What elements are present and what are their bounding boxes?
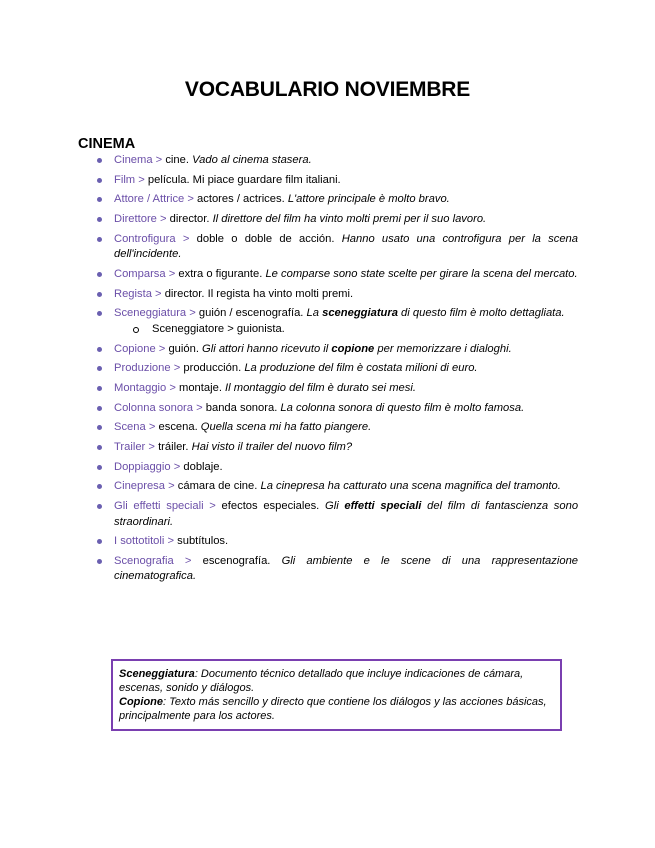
translation: escenografía. [202,554,271,567]
list-item [78,499,578,530]
bullet-icon [97,217,102,222]
bullet-icon [97,425,102,430]
arrow-sign: > [173,362,181,375]
arrow-sign: > [148,440,155,453]
example-sentence: Il direttore del film ha vinto molti premi per il suo lavoro. [212,213,487,226]
note-text-2: : Texto más sencillo y directo que contiene los diálogos y las acciones básicas, principalmente para los actores. [119,696,547,722]
list-item [78,267,578,283]
example-sentence: Hanno usato una controfigura per la scena dell'incidente. [114,232,578,261]
note-line-2 [119,695,554,723]
arrow-sign: > [209,500,216,512]
vocab-term: Cinema [114,154,153,166]
vocab-term: Comparsa [114,267,166,280]
arrow-sign: > [168,267,176,280]
vocab-term: Montaggio [114,381,167,394]
list-item [78,554,578,585]
example-part: del film di fantascienza sono straordinari. [114,500,579,528]
vocab-term: Gli effetti speciali [114,500,204,512]
sub-item-text: Sceneggiatore > guionista. [152,322,285,335]
translation: montaje. [179,381,222,394]
vocabulary-list [78,153,578,589]
list-item [78,361,578,377]
list-item [78,173,578,189]
example-sentence: La cinepresa ha catturato una scena magnifica del tramonto. [260,480,561,493]
translation: extra o figurante. [178,267,263,280]
list-item [78,192,578,208]
arrow-sign: > [196,401,203,414]
list-item [78,479,578,495]
list-item [78,401,578,417]
example-sentence: Gli ambiente e le scene di una rappresentazione cinematografica. [114,554,579,583]
arrow-sign: > [155,154,163,166]
example-part: di questo film è molto dettagliata. [397,307,565,320]
example-sentence: Vado al cinema stasera. [192,154,312,166]
example-part: La [306,307,323,320]
list-item [78,460,578,476]
bullet-icon [97,465,102,470]
note-box [111,659,562,731]
bullet-icon [97,406,102,411]
vocab-term: Trailer [114,440,146,453]
bullet-icon [97,504,102,509]
arrow-sign: > [168,480,175,493]
bullet-icon [97,347,102,352]
list-item [78,381,578,397]
bullet-icon [97,197,102,202]
arrow-sign: > [184,554,192,567]
example-sentence: Hai visto il trailer del nuovo film? [191,440,353,453]
example-bold-term: copione [331,342,375,355]
vocab-term: Sceneggiatura [114,307,187,320]
bullet-icon [97,366,102,371]
arrow-sign: > [167,535,175,548]
translation: cine. [165,154,189,166]
example-sentence: Il montaggio del film è durato sei mesi. [225,381,416,394]
bullet-icon [97,272,102,277]
vocab-term: Attore / Attrice [114,193,185,206]
example-bold-term: sceneggiatura [322,307,398,320]
translation: guión. [168,342,199,355]
arrow-sign: > [138,173,145,186]
example-sentence: Quella scena mi ha fatto piangere. [200,421,372,434]
translation: tráiler. [158,440,189,453]
vocab-term: Scenografia [114,554,174,567]
translation: subtítulos. [177,535,229,548]
sub-bullet-icon [133,327,139,333]
vocab-term: Scena [114,421,146,434]
example-sentence: L'attore principale è molto bravo. [287,193,450,206]
example-bold-term: effetti speciali [344,500,422,512]
vocab-term: Controfigura [114,232,176,245]
bullet-icon [97,178,102,183]
list-item [78,342,578,358]
list-item [78,306,578,337]
translation: director. Il regista ha vinto molti premi. [164,287,354,300]
vocab-term: Produzione [114,362,171,375]
translation: banda sonora. [205,401,278,414]
list-item [78,153,578,169]
bullet-icon [97,559,102,564]
translation: cámara de cine. [177,480,258,493]
bullet-icon [97,158,102,163]
bullet-icon [97,237,102,242]
translation: doblaje. [183,460,223,473]
note-line-1 [119,667,554,695]
note-text-1: : Documento técnico detallado que incluye indicaciones de cámara, escenas, sonido y diálogos. [119,668,524,694]
vocab-term: Direttore [114,213,157,226]
bullet-icon [97,539,102,544]
arrow-sign: > [155,287,162,300]
translation: actores / actrices. [197,193,285,206]
arrow-sign: > [158,342,166,355]
list-item [78,212,578,228]
arrow-sign: > [189,307,196,320]
vocab-term: Copione [114,342,156,355]
vocab-term: Doppiaggio [114,460,171,473]
example-sentence: Le comparse sono state scelte per girare la scena del mercato. [265,267,578,280]
vocab-term: Regista [114,287,152,300]
example-sentence: La produzione del film è costata milioni di euro. [244,362,478,375]
list-item [78,534,578,550]
arrow-sign: > [160,213,167,226]
note-term-1: Sceneggiatura [119,668,195,680]
translation: película. Mi piace guardare film italiani. [147,173,341,186]
translation: guión / escenografía. [198,307,304,320]
arrow-sign: > [173,460,181,473]
translation: efectos especiales. [221,500,320,512]
vocab-term: Cinepresa [114,480,165,493]
vocab-term: I sottotitoli [114,535,165,548]
bullet-icon [97,386,102,391]
example-part: Gli attori hanno ricevuto il [202,342,332,355]
example-part: Gli [325,500,345,512]
list-item [78,440,578,456]
arrow-sign: > [187,193,194,206]
arrow-sign: > [169,381,176,394]
bullet-icon [97,445,102,450]
page-title: VOCABULARIO NOVIEMBRE [184,78,471,101]
note-term-2: Copione [119,696,163,708]
translation: director. [169,213,210,226]
sub-list-item [114,322,578,338]
translation: escena. [158,421,198,434]
list-item [78,232,578,263]
example-part: per memorizzare i dialoghi. [374,342,512,355]
list-item [78,420,578,436]
example-sentence: La colonna sonora di questo film è molto famosa. [280,401,525,414]
bullet-icon [97,292,102,297]
translation: producción. [183,362,242,375]
section-heading: CINEMA [78,136,136,152]
bullet-icon [97,311,102,316]
vocab-term: Colonna sonora [114,401,193,414]
arrow-sign: > [148,421,156,434]
translation: doble o doble de acción. [196,232,335,245]
vocab-term: Film [114,173,136,186]
bullet-icon [97,484,102,489]
arrow-sign: > [182,232,190,245]
sub-list [114,322,578,338]
list-item [78,287,578,303]
